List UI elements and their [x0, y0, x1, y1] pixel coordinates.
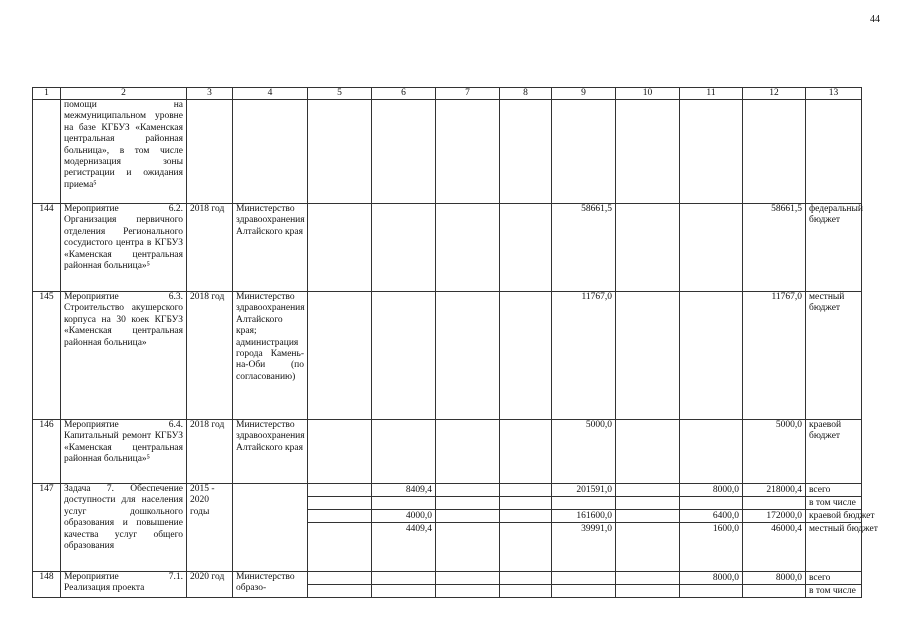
row-number: 146 [33, 420, 61, 484]
executor-cell: Министерство образо- [233, 572, 308, 598]
row-number: 144 [33, 204, 61, 292]
amount-cell: 8409,4 4000,0 4409,4 [372, 484, 436, 572]
page-number: 44 [870, 14, 880, 25]
table-row [33, 484, 862, 572]
header-cell: 7 [436, 88, 500, 100]
table-row [33, 420, 862, 484]
source-cell: местный бюджет [806, 292, 862, 420]
table-row [33, 204, 862, 292]
row-number: 148 [33, 572, 61, 598]
source-cell: краевой бюджет [806, 420, 862, 484]
amount-cell: 58661,5 [743, 204, 806, 292]
description-cell: Мероприятие 6.3. Строительство акушерского корпуса на 30 коек КГБУЗ «Каменская центральная районная больница» [61, 292, 187, 420]
header-cell: 3 [187, 88, 233, 100]
period-cell: 2018 год [187, 204, 233, 292]
header-cell: 8 [500, 88, 552, 100]
row-number: 147 [33, 484, 61, 572]
description-cell: помощи на межмуниципальном уровне на базе КГБУЗ «Каменская центральная районная больница», в том числе модернизация зоны регистрации и ожидания приема⁵ [61, 100, 187, 204]
header-cell: 2 [61, 88, 187, 100]
header-cell: 11 [680, 88, 743, 100]
amount-cell: 5000,0 [552, 420, 616, 484]
table-row [33, 572, 862, 598]
description-cell: Задача 7. Обеспечение доступности для населения услуг дошкольного образования и повышение качества услуг общего образования [61, 484, 187, 572]
executor-cell: Министерство здравоохранения Алтайского края [233, 204, 308, 292]
source-cell: федеральный бюджет [806, 204, 862, 292]
description-cell: Мероприятие 7.1. Реализация проекта [61, 572, 187, 598]
row-number [33, 100, 61, 204]
amount-cell: 5000,0 [743, 420, 806, 484]
program-table [32, 87, 878, 598]
executor-cell: Министерство здравоохранения Алтайского края; администрация города Камень-на-Оби (по согласованию) [233, 292, 308, 420]
executor-cell: Министерство здравоохранения Алтайского края [233, 420, 308, 484]
table-row [33, 100, 862, 204]
source-cell: всего в том числе краевой бюджет местный бюджет [806, 484, 862, 572]
header-cell: 4 [233, 88, 308, 100]
amount-cell: 8000,0 6400,0 1600,0 [680, 484, 743, 572]
amount-cell: 11767,0 [743, 292, 806, 420]
period-cell: 2018 год [187, 420, 233, 484]
amount-cell: 58661,5 [552, 204, 616, 292]
header-cell: 5 [308, 88, 372, 100]
source-cell: всего в том числе [806, 572, 862, 598]
header-cell: 6 [372, 88, 436, 100]
header-row [33, 88, 862, 100]
header-cell: 10 [616, 88, 680, 100]
description-cell: Мероприятие 6.2. Организация первичного отделения Регионального сосудистого центра в КГБУЗ «Каменская центральная районная больница»⁵ [61, 204, 187, 292]
amount-cell: 8000,0 [680, 572, 743, 598]
description-cell: Мероприятие 6.4. Капитальный ремонт КГБУЗ «Каменская центральная районная больница»⁵ [61, 420, 187, 484]
header-cell: 13 [806, 88, 862, 100]
header-cell: 9 [552, 88, 616, 100]
row-number: 145 [33, 292, 61, 420]
table-row [33, 292, 862, 420]
header-cell: 1 [33, 88, 61, 100]
amount-cell: 8000,0 [743, 572, 806, 598]
amount-cell: 218000,4 172000,0 46000,4 [743, 484, 806, 572]
period-cell: 2020 год [187, 572, 233, 598]
period-cell: 2018 год [187, 292, 233, 420]
period-cell: 2015 - 2020 годы [187, 484, 233, 572]
header-cell: 12 [743, 88, 806, 100]
amount-cell: 11767,0 [552, 292, 616, 420]
amount-cell: 201591,0 161600,0 39991,0 [552, 484, 616, 572]
